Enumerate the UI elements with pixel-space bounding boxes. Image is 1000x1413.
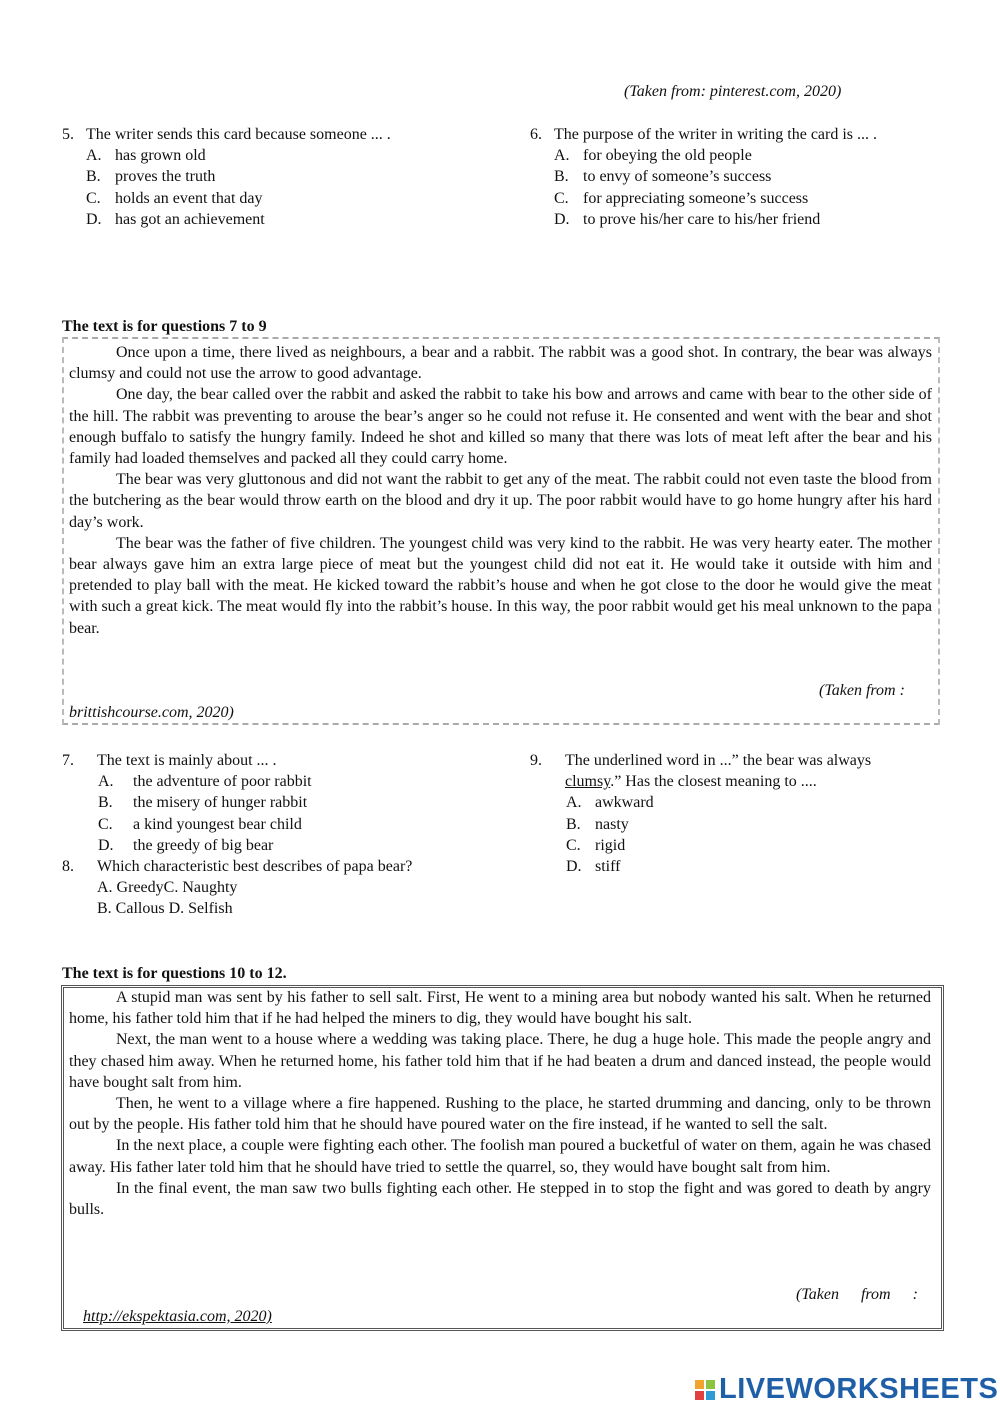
option-a[interactable]: A. awkward (566, 794, 654, 812)
option-d[interactable]: D. has got an achievement (86, 210, 265, 228)
section-title-7-9: The text is for questions 7 to 9 (62, 318, 267, 335)
option-d[interactable]: D. stiff (566, 858, 621, 876)
question-number: 7. (62, 752, 74, 769)
paragraph: Then, he went to a village where a fire happened. Rushing to the place, he started drumming and dancing, only to be thrown out by the people. His father told him that he should have poured water on the fire instead, if he wanted to sell the salt. (69, 1095, 931, 1134)
option-a[interactable]: A. the adventure of poor rabbit (98, 773, 312, 791)
salt-story-source: (Taken from : (796, 1286, 918, 1303)
liveworksheets-logo (695, 1373, 999, 1405)
option-b[interactable]: B. the misery of hunger rabbit (98, 794, 308, 812)
option-a[interactable]: A. for obeying the old people (554, 147, 752, 165)
paragraph: Next, the man went to a house where a wedding was taking place. There, he dug a huge hole. This made the people angry and they chased him away. When he returned home, his father told him that if he had beaten a drum and danced instead, the people would have bought salt from him. (69, 1031, 931, 1091)
logo-icon (695, 1380, 715, 1400)
question-8 (62, 856, 502, 920)
question-stem: The text is mainly about ... . (97, 752, 277, 769)
question-number: 5. (62, 126, 74, 143)
question-number: 9. (530, 752, 542, 769)
paragraph: Once upon a time, there lived as neighbours, a bear and a rabbit. The rabbit was a good shot. In contrary, the bear was always clumsy and could not use the arrow to good advantage. (69, 344, 932, 383)
option-d[interactable]: D. the greedy of big bear (98, 836, 274, 854)
option-c[interactable]: C. a kind youngest bear child (98, 815, 302, 833)
question-number: 6. (530, 126, 542, 143)
question-stem: The writer sends this card because someone ... . (86, 126, 391, 143)
question-6 (530, 124, 950, 230)
option-c[interactable]: C. holds an event that day (86, 189, 263, 207)
bear-story-source-url: brittishcourse.com, 2020) (69, 704, 234, 721)
bear-story-passage (69, 342, 932, 639)
salt-story-source-link[interactable]: http://ekspektasia.com, 2020) (83, 1308, 272, 1325)
option-b[interactable]: B. to envy of someone’s success (554, 168, 772, 186)
paragraph: The bear was the father of five children. The youngest child was very kind to the rabbit. He was very hearty eater. The mother bear always gave him an extra large piece of meat but the youngest child did not eat it. He would take it outside with him and pretended to play ball with the meat. He kicked toward the rabbit’s house and when he got close to the door he would give the meat with such a great kick. The meat would fly into the rabbit’s house. In this way, the poor rabbit would get his meal unknown to the papa bear. (69, 534, 932, 637)
paragraph: A stupid man was sent by his father to sell salt. First, He went to a mining area but nobody wanted his salt. When he returned home, his father told him that if he had helped the miners to dig, they would have bought his salt. (69, 989, 931, 1028)
paragraph: In the final event, the man saw two bulls fighting each other. He stepped in to stop the fight and was gored to death by angry bulls. (69, 1179, 931, 1219)
option-a[interactable]: A. has grown old (86, 147, 206, 165)
question-number: 8. (62, 858, 74, 875)
option-b[interactable]: B. nasty (566, 815, 629, 833)
option-d[interactable]: D. to prove his/her care to his/her friend (554, 210, 821, 228)
options-row-1[interactable]: A. GreedyC. Naughty (97, 879, 238, 897)
bear-story-source: (Taken from : (819, 682, 905, 699)
salt-story-passage (69, 987, 931, 1220)
question-7 (62, 750, 502, 856)
paragraph: One day, the bear called over the rabbit and asked the rabbit to take his bow and arrows and came with bear to the other side of the hill. The rabbit was preventing to arouse the bear’s anger so he could not refuse it. He consented and went with the bear and shot enough buffalo to satisfy the hungry family. Indeed he shot and killed so many that there was lots of meat left after the bear and his family had loaded themselves and packed all they could carry home. (69, 386, 932, 468)
question-5 (62, 124, 502, 230)
option-b[interactable]: B. proves the truth (86, 168, 216, 186)
underlined-word: clumsy (565, 773, 611, 791)
option-c[interactable]: C. rigid (566, 836, 626, 854)
question-stem: The underlined word in ...” the bear was always clumsy.” Has the closest meaning to .... (565, 752, 872, 791)
options-row-2[interactable]: B. Callous D. Selfish (97, 900, 233, 918)
question-stem: Which characteristic best describes of papa bear? (97, 858, 413, 875)
paragraph: The bear was very gluttonous and did not want the rabbit to get any of the meat. The rabbit could not even taste the blood from the butchering as the bear would throw earth on the blood and dry it up. The poor rabbit would have to go home hungry after his hard day’s work. (69, 471, 932, 531)
section-title-10-12: The text is for questions 10 to 12. (62, 965, 287, 982)
option-c[interactable]: C. for appreciating someone’s success (554, 189, 809, 207)
question-9 (530, 750, 950, 877)
image-source-caption: (Taken from: pinterest.com, 2020) (624, 83, 842, 100)
paragraph: In the next place, a couple were fighting each other. The foolish man poured a bucketful of water on them, again he was chased away. His father later told him that he should have tried to settle the quarrel, so, they would have bought salt from him. (69, 1137, 931, 1176)
logo-text: LIVEWORKSHEETS (719, 1373, 999, 1405)
question-stem: The purpose of the writer in writing the card is ... . (554, 126, 878, 143)
